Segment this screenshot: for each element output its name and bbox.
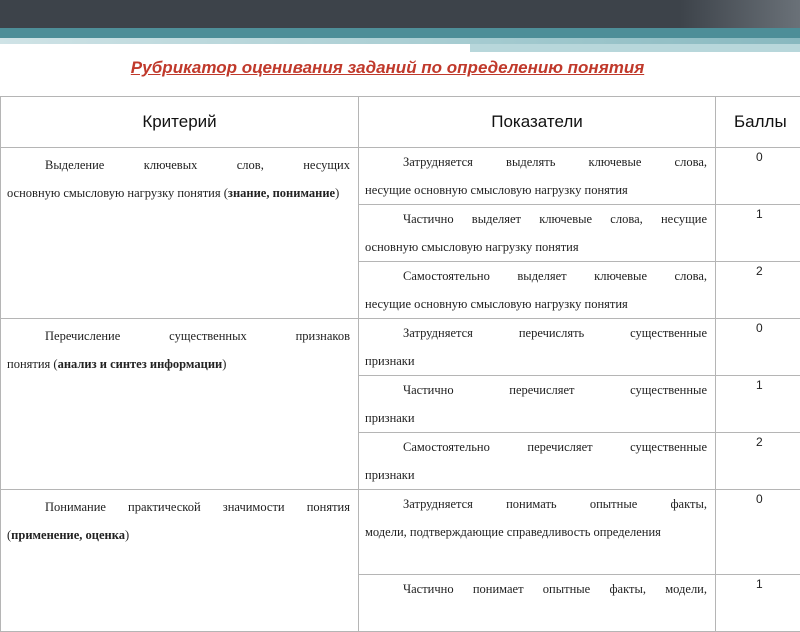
indicator-cell: [359, 376, 716, 433]
criterion-skill: применение, оценка: [11, 528, 125, 542]
criterion-cell: [1, 319, 359, 490]
indicator-lead: Частично перечисляет существенные: [365, 376, 707, 404]
indicator-text: несущие основную смысловую нагрузку понятия: [365, 183, 628, 197]
slide-top-bar: [0, 0, 800, 28]
indicator-cell: [359, 433, 716, 490]
score-cell: 2: [716, 262, 800, 319]
indicator-text: модели, подтверждающие справедливость определения: [365, 525, 661, 539]
criterion-text: понятия (: [7, 357, 58, 371]
score-cell: 0: [716, 148, 800, 205]
criterion-close: ): [125, 528, 129, 542]
indicator-text: признаки: [365, 411, 415, 425]
criterion-lead: Выделение ключевых слов, несущих: [7, 151, 350, 179]
indicator-cell: [359, 262, 716, 319]
top-bar-gradient: [680, 0, 800, 28]
criterion-cell: [1, 148, 359, 319]
header-criterion: Критерий: [1, 97, 359, 148]
slide-title: Рубрикатор оценивания заданий по определению понятия: [0, 58, 775, 78]
table-row: [1, 319, 800, 376]
indicator-lead: Частично выделяет ключевые слова, несущие: [365, 205, 707, 233]
indicator-text: несущие основную смысловую нагрузку понятия: [365, 297, 628, 311]
indicator-text: основную смысловую нагрузку понятия: [365, 240, 579, 254]
header-points: Баллы: [716, 97, 800, 148]
indicator-cell: [359, 575, 716, 632]
table-row: [1, 490, 800, 575]
criterion-text: основную смысловую нагрузку понятия (: [7, 186, 228, 200]
indicator-lead: Затрудняется перечислять существенные: [365, 319, 707, 347]
accent-stripe: [470, 44, 800, 52]
criterion-text: (: [7, 528, 11, 542]
criterion-lead: Понимание практической значимости понятия: [7, 493, 350, 521]
header-indicators: Показатели: [359, 97, 716, 148]
score-cell: 0: [716, 319, 800, 376]
teal-stripe: [0, 28, 800, 38]
rubric-table: [0, 96, 800, 632]
indicator-lead: Самостоятельно перечисляет существенные: [365, 433, 707, 461]
score-cell: 1: [716, 205, 800, 262]
indicator-lead: Самостоятельно выделяет ключевые слова,: [365, 262, 707, 290]
indicator-cell: [359, 205, 716, 262]
score-cell: 1: [716, 376, 800, 433]
criterion-skill: знание, понимание: [228, 186, 335, 200]
indicator-text: признаки: [365, 354, 415, 368]
header-row: [1, 97, 800, 148]
criterion-close: ): [335, 186, 339, 200]
indicator-lead: Затрудняется понимать опытные факты,: [365, 490, 707, 518]
score-cell: 2: [716, 433, 800, 490]
indicator-cell: [359, 148, 716, 205]
indicator-lead: Затрудняется выделять ключевые слова,: [365, 148, 707, 176]
criterion-close: ): [222, 357, 226, 371]
criterion-cell: [1, 490, 359, 632]
indicator-cell: [359, 490, 716, 575]
table-row: [1, 148, 800, 205]
criterion-lead: Перечисление существенных признаков: [7, 322, 350, 350]
score-cell: 1: [716, 575, 800, 632]
score-cell: 0: [716, 490, 800, 575]
indicator-text: признаки: [365, 468, 415, 482]
criterion-skill: анализ и синтез информации: [58, 357, 223, 371]
indicator-lead: Частично понимает опытные факты, модели,: [365, 575, 707, 603]
indicator-cell: [359, 319, 716, 376]
